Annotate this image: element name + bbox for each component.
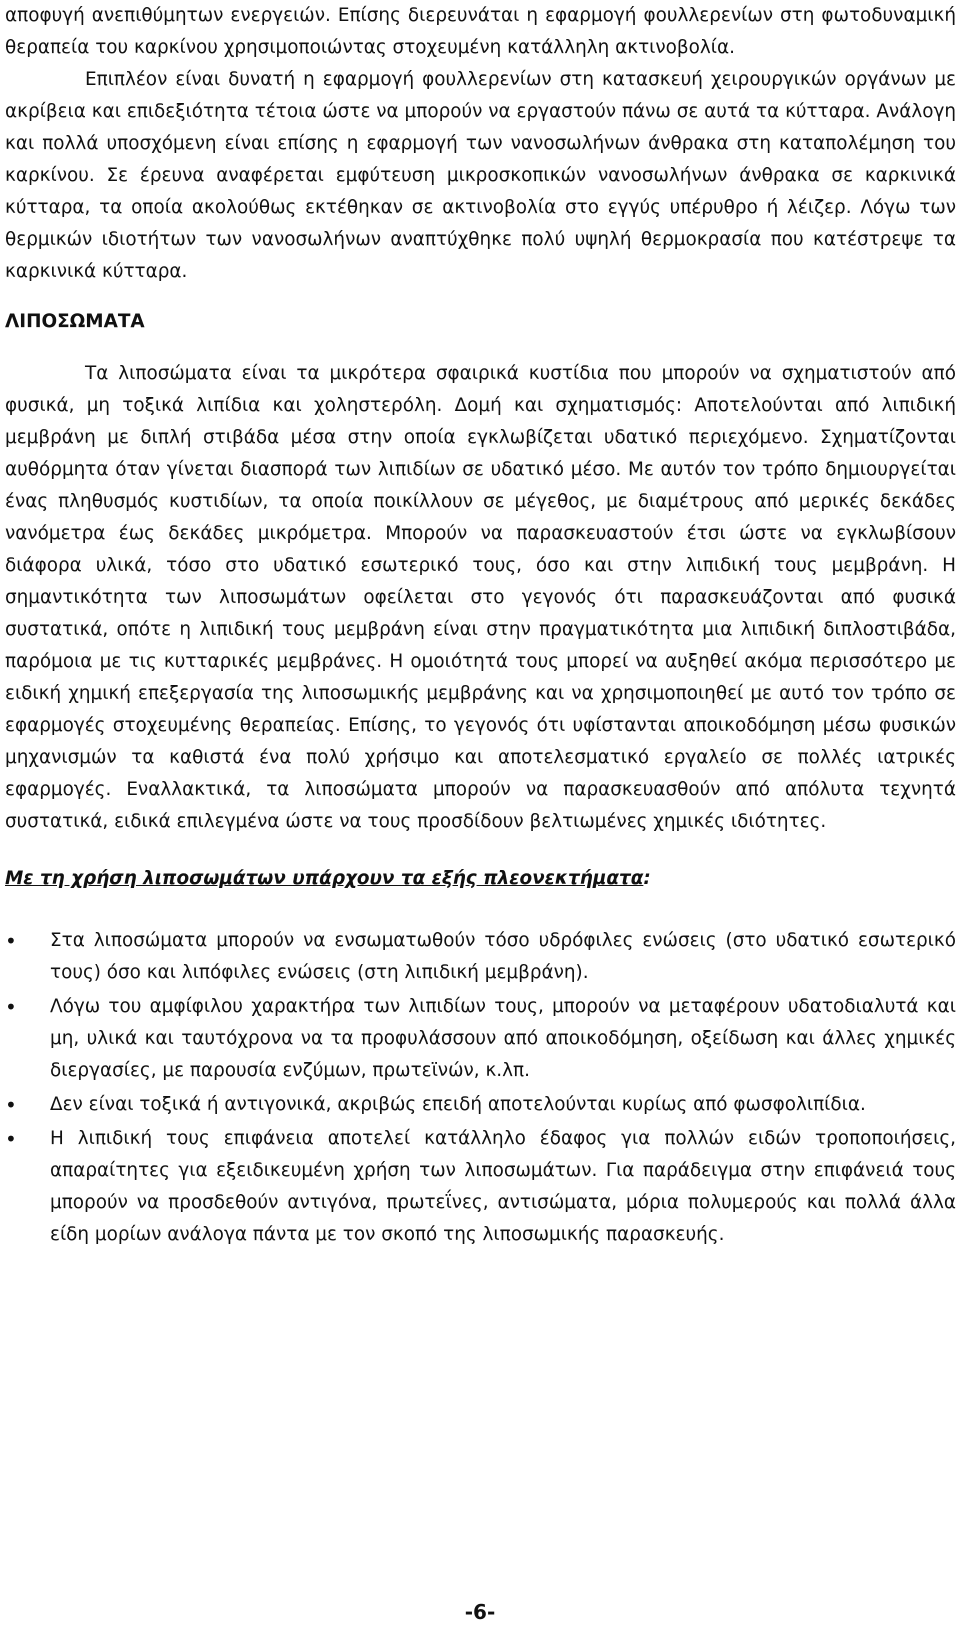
bullet-icon: •	[5, 929, 17, 953]
paragraph-liposomes: Τα λιποσώματα είναι τα μικρότερα σφαιρικά κυστίδια που μπορούν να σχηματιστούν από φυσικά, μη τοξικά λιπίδια και χοληστερόλη. Δομή και σχηματισμός: Αποτελούνται από λιπιδική μεμβράνη με διπλή στιβάδα μέσα στην οποία εγκλωβίζεται υδατικό περιεχόμενο. Σχηματίζονται αυθόρμητα όταν γίνεται διασπορά των λιπιδίων σε υδατικό μέσο. Με αυτόν τον τρόπο δημιουργείται ένας πληθυσμός κυστιδίων, τα οποία ποικίλλουν σε μέγεθος, με διαμέτρους από μερικές δεκάδες νανόμετρα έως δεκάδες μικρόμετρα. Μπορούν να παρασκευαστούν έτσι ώστε να εγκλωβίσουν διάφορα υλικά, τόσο στο υδατικό εσωτερικό τους, όσο και στην λιπιδική τους μεμβράνη. Η σημαντικότητα των λιποσωμάτων οφείλεται στο γεγονός ότι παρασκευάζονται από φυσικά συστατικά, οπότε η λιπιδική τους μεμβράνη είναι στην πραγματικότητα μια λιπιδική διπλοστιβάδα, παρόμοια με τις κυτταρικές μεμβράνες. Η ομοιότητά τους μπορεί να αυξηθεί ακόμα περισσότερο με ειδική χημική επεξεργασία της λιποσωμικής μεμβράνης και να χρησιμοποιηθεί με αυτό τον τρόπο σε εφαρμογές στοχευμένης θεραπείας. Επίσης, το γεγονός ότι υφίστανται αποικοδόμηση μέσω φυσικών μηχανισμών τα καθιστά ένα πολύ χρήσιμο και αποτελεσματικό εργαλείο σε πολλές ιατρικές εφαρμογές. Εναλλακτικά, τα λιποσώματα μπορούν να παρασκευασθούν από απόλυτα τεχνητά συστατικά, ειδικά επιλεγμένα ώστε να τους προσδίδουν βελτιωμένες χημικές ιδιότητες.	[5, 363, 956, 832]
bullet-icon: •	[5, 995, 17, 1019]
list-item-text: Η λιπιδική τους επιφάνεια αποτελεί κατάλληλο έδαφος για πολλών ειδών τροποποιήσεις, απαραίτητες για εξειδικευμένη χρήση των λιποσωμάτων. Για παράδειγμα στην επιφάνειά τους μπορούν να προσδεθούν αντιγόνα, πρωτεΐνες, αντισώματα, μόρια πολυμερούς και πολλά άλλα είδη μορίων ανάλογα πάντα με τον σκοπό της λιποσωμικής παρασκευής.	[50, 1128, 956, 1245]
bullet-icon: •	[5, 1093, 17, 1117]
list-item-text: Λόγω του αμφίφιλου χαρακτήρα των λιπιδίων τους, μπορούν να μεταφέρουν υδατοδιαλυτά και μη, υλικά και ταυτόχρονα να τα προφυλάσσουν από αποικοδόμηση, οξείδωση και άλλες χημικές διεργασίες, με παρουσία ενζύμων, πρωτεϊνών, κ.λπ.	[50, 996, 956, 1081]
advantages-heading-colon: :	[643, 868, 651, 889]
list-item-text: Δεν είναι τοξικά ή αντιγονικά, ακριβώς επειδή αποτελούνται κυρίως από φωσφολιπίδια.	[50, 1094, 866, 1115]
document-page	[5, 0, 956, 1253]
advantages-heading	[5, 863, 956, 895]
list-item	[5, 991, 956, 1087]
list-item	[5, 1089, 956, 1121]
bullet-icon: •	[5, 1127, 17, 1151]
paragraph-fullerenes-continued: αποφυγή ανεπιθύμητων ενεργειών. Επίσης διερευνάται η εφαρμογή φουλλερενίων στη φωτοδυναμική θεραπεία του καρκίνου χρησιμοποιώντας στοχευμένη κατάλληλη ακτινοβολία.	[5, 5, 956, 58]
advantages-list	[5, 925, 956, 1251]
advantages-heading-text: Με τη χρήση λιποσωμάτων υπάρχουν τα εξής πλεονεκτήματα	[5, 868, 644, 889]
page-number: -6-	[464, 1600, 496, 1624]
paragraph-nanotubes: Επιπλέον είναι δυνατή η εφαρμογή φουλλερενίων στη κατασκευή χειρουργικών οργάνων με ακρίβεια και επιδεξιότητα τέτοια ώστε να μπορούν να εργαστούν πάνω σε αυτά τα κύτταρα. Ανάλογη και πολλά υποσχόμενη είναι επίσης η εφαρμογή των νανοσωλήνων άνθρακα στη καταπολέμηση του καρκίνου. Σε έρευνα αναφέρεται εμφύτευση μικροσκοπικών νανοσωλήνων άνθρακα σε καρκινικά κύτταρα, τα οποία ακολούθως εκτέθηκαν σε ακτινοβολία στο εγγύς υπέρυθρο ή λέιζερ. Λόγω των θερμικών ιδιοτήτων των νανοσωλήνων αναπτύχθηκε πολύ υψηλή θερμοκρασία που κατέστρεψε τα καρκινικά κύτταρα.	[5, 69, 956, 282]
list-item-text: Στα λιποσώματα μπορούν να ενσωματωθούν τόσο υδρόφιλες ενώσεις (στο υδατικό εσωτερικό τους) όσο και λιπόφιλες ενώσεις (στη λιπιδική μεμβράνη).	[50, 930, 956, 983]
list-item	[5, 1123, 956, 1251]
list-item	[5, 925, 956, 989]
section-heading-liposomes: ΛΙΠΟΣΩΜΑΤΑ	[5, 311, 145, 332]
